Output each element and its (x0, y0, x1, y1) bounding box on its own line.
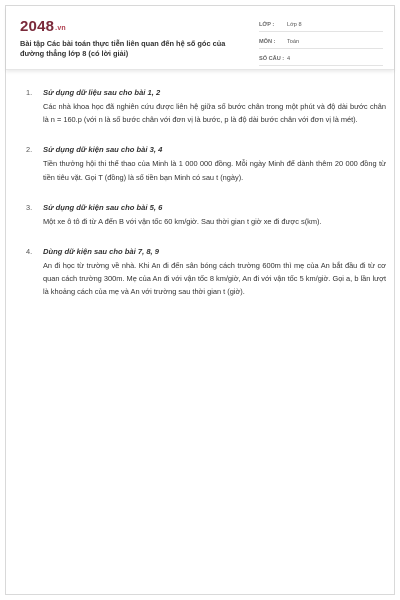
meta-row-subject (259, 35, 383, 49)
question-number: 4. (26, 247, 33, 257)
question-item (26, 87, 386, 126)
question-title: Sử dụng dữ kiện sau cho bài 5, 6 (43, 202, 163, 212)
logo-suffix: .vn (55, 25, 66, 32)
question-item (26, 246, 386, 299)
document-meta (259, 18, 383, 69)
meta-value: Toán (287, 38, 300, 45)
meta-value: 4 (287, 55, 291, 62)
question-title: Sử dụng dữ liệu sau cho bài 1, 2 (43, 88, 161, 97)
meta-label: LỚP : (259, 21, 275, 28)
site-logo[interactable] (20, 18, 66, 35)
question-title: Dùng dữ kiện sau cho bài 7, 8, 9 (43, 247, 159, 257)
meta-value: Lớp 8 (287, 21, 302, 28)
document-title: Bài tập Các bài toán thực tiễn liên quan đến hệ số góc của đường thẳng lớp 8 (có lời giải) (20, 39, 226, 58)
question-item (26, 144, 386, 183)
question-title: Sử dụng dữ kiện sau cho bài 3, 4 (43, 145, 163, 155)
logo-text: 2048 (20, 18, 55, 35)
meta-row-count (259, 52, 383, 66)
document-header (6, 6, 394, 70)
question-number: 3. (26, 202, 33, 212)
meta-label: MÔN : (259, 38, 276, 45)
question-text: Một xe ô tô đi từ A đến B với vận tốc 60 km/giờ. Sau thời gian t giờ xe đi được s(km). (43, 216, 322, 226)
question-text: Các nhà khoa học đã nghiên cứu được liên hệ giữa số bước chân trong một phút và độ dài bước chân là n = 160.p (với n là số bước chân với đơn vị là bước, p là độ dài bước chân với đơn vị là mét). (43, 102, 386, 125)
question-number: 1. (26, 88, 33, 97)
meta-row-class (259, 18, 383, 32)
document-page (5, 5, 395, 595)
meta-label: SỐ CÂU : (259, 55, 285, 62)
question-number: 2. (26, 145, 33, 155)
questions-list (26, 87, 386, 317)
question-text: An đi học từ trường về nhà. Khi An đi đến sân bóng cách trường 600m thì mẹ của An bắt đầu đi từ cơ quan cách trường 300m. Mẹ của An đi với vận tốc 8 km/giờ, An đi với vận tốc 5 km/giờ. Gọi a, b lần lượt là khoảng cách của mẹ và An với trường sau thời gian t (giờ). (43, 261, 386, 297)
question-item (26, 202, 386, 228)
question-text: Tiền thưởng hội thi thể thao của Minh là 1 000 000 đồng. Mỗi ngày Minh để dành thêm 20 000 đồng từ tiền tiêu vặt. Gọi T (đồng) là số tiền bạn Minh có sau t (ngày). (43, 159, 386, 182)
